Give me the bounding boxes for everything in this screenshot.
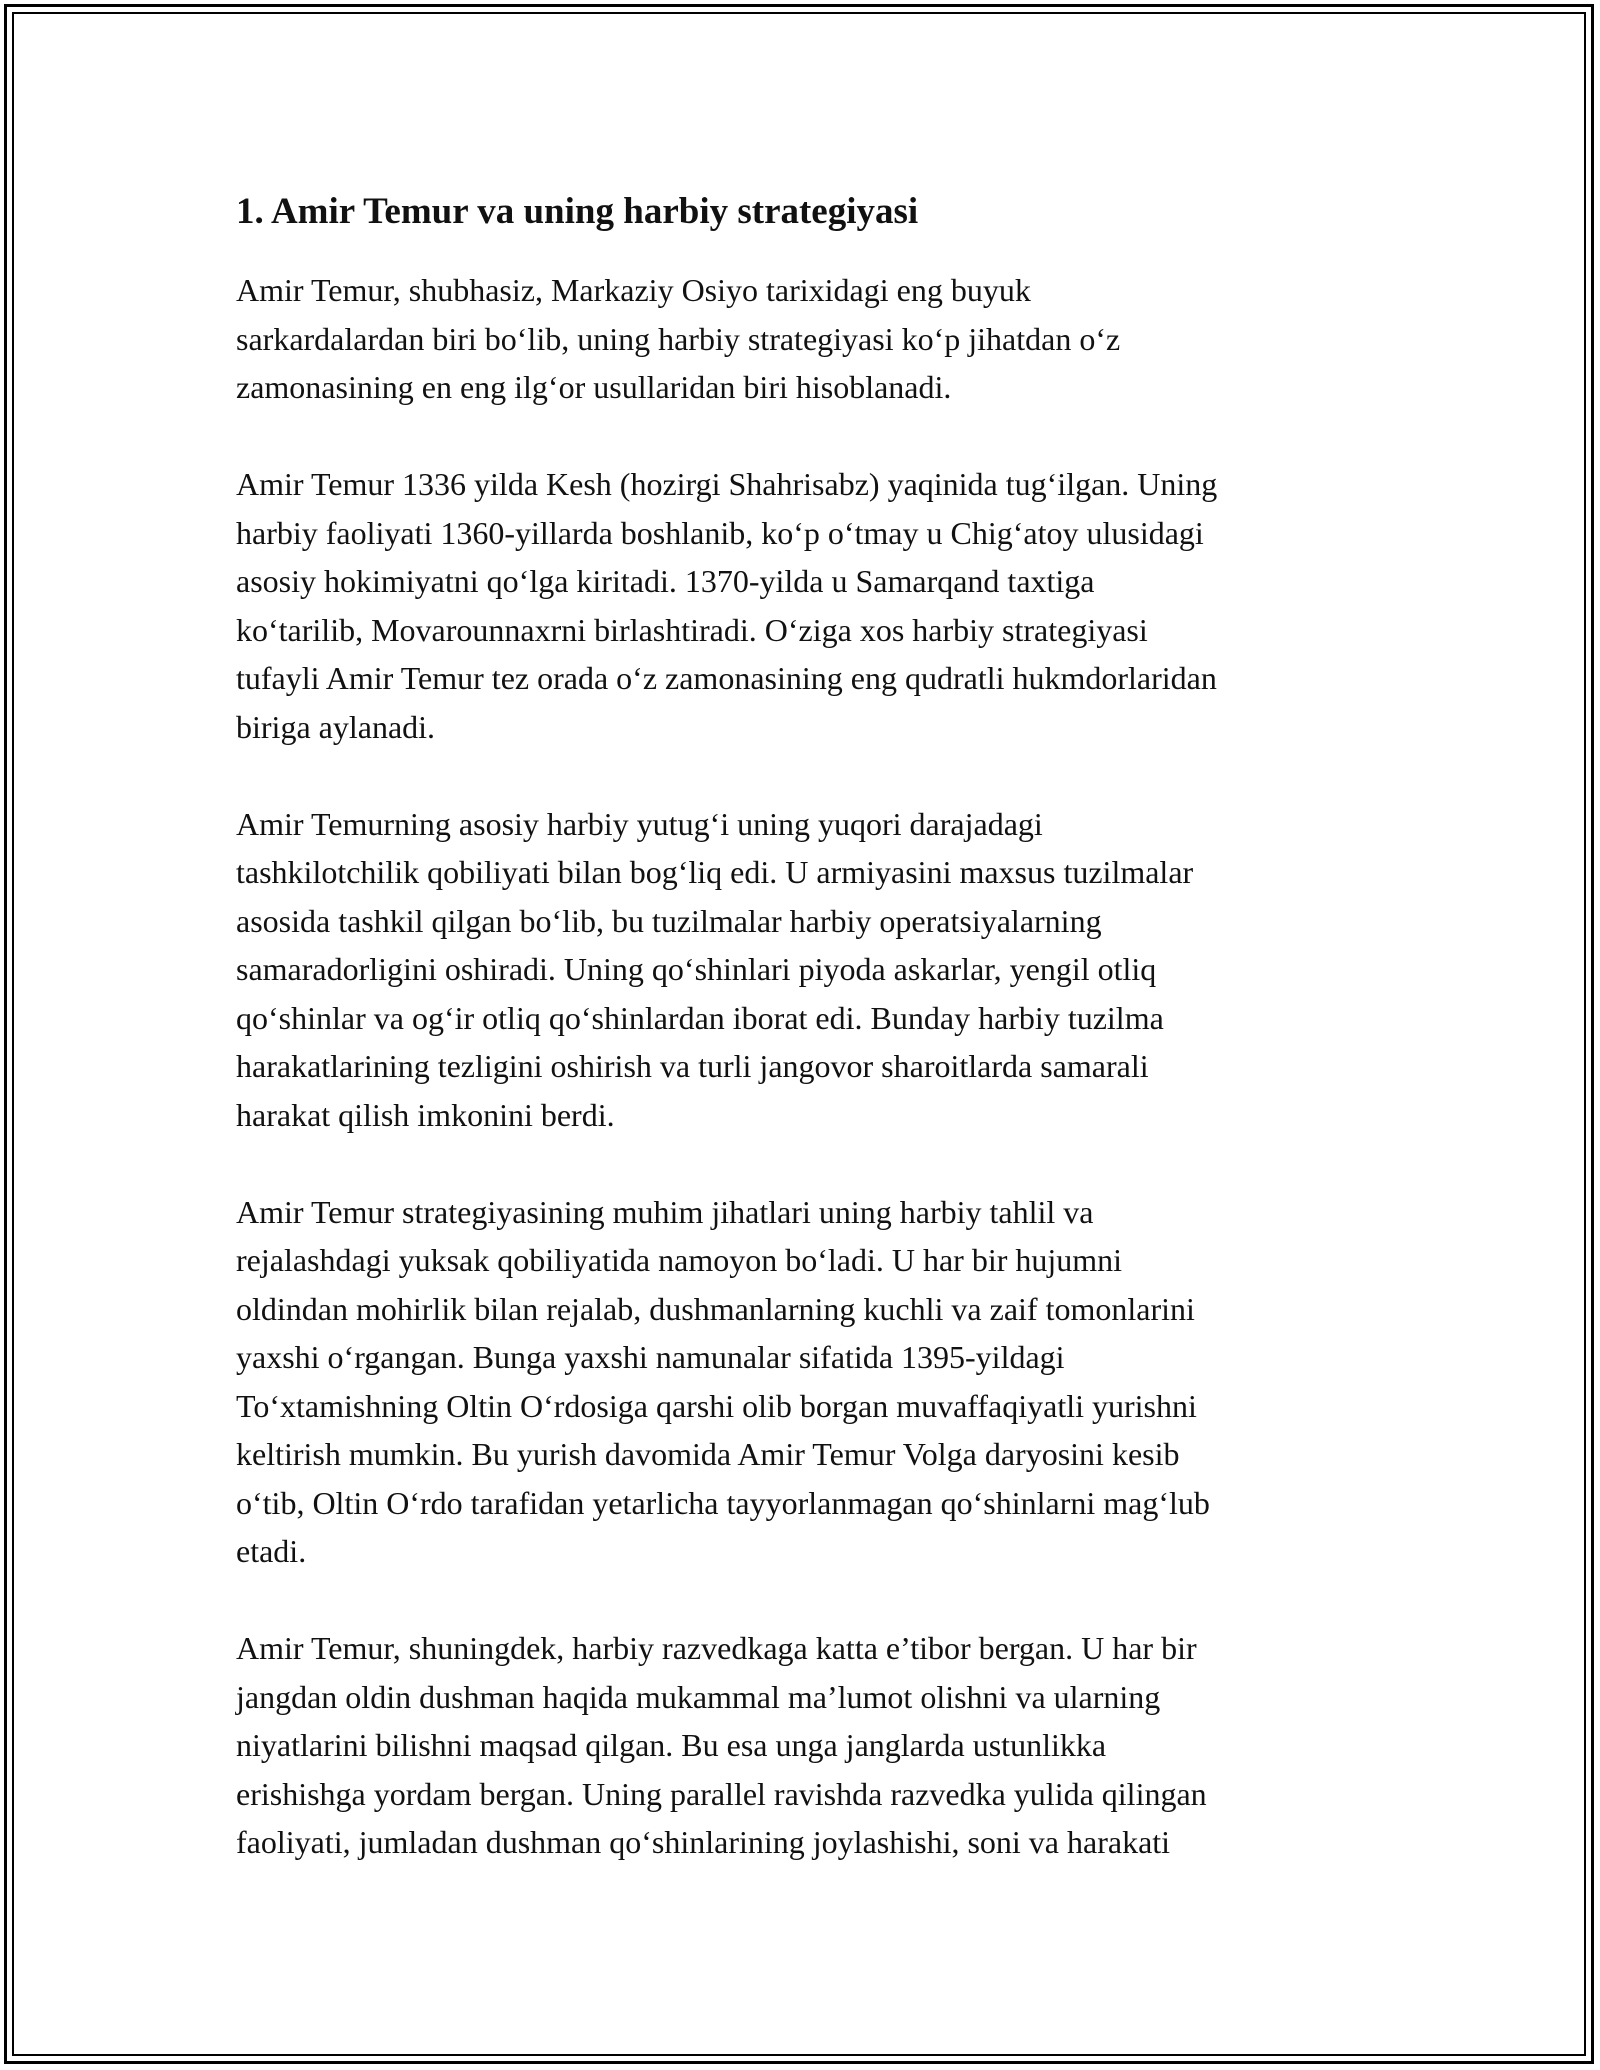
- section-heading: 1. Amir Temur va uning harbiy strategiyasi: [236, 191, 919, 232]
- text-line: asosiy hokimiyatni qo‘lga kiritadi. 1370-yilda u Samarqand taxtiga: [236, 563, 1095, 599]
- text-line: To‘xtamishning Oltin O‘rdosiga qarshi olib borgan muvaffaqiyatli yurishni: [236, 1387, 1197, 1424]
- text-line: Amir Temur, shubhasiz, Markaziy Osiyo tarixidagi eng buyuk: [236, 272, 1031, 308]
- text-line: Amir Temur, shuningdek, harbiy razvedkaga katta e’tibor bergan. U har bir: [236, 1630, 1197, 1666]
- text-line: zamonasining en eng ilg‘or usullaridan biri hisoblanadi.: [236, 369, 952, 405]
- paragraph-strategy: [236, 1188, 1376, 1576]
- text-line: niyatlarini bilishni maqsad qilgan. Bu esa unga janglarda ustunlikka: [236, 1727, 1107, 1763]
- paragraph-intro: [236, 266, 1376, 412]
- text-line: samaradorligini oshiradi. Uning qo‘shinlari piyoda askarlar, yengil otliq: [236, 951, 1157, 987]
- paragraph-biography: [236, 460, 1376, 751]
- text-line: qo‘shinlar va og‘ir otliq qo‘shinlardan iborat edi. Bunday harbiy tuzilma: [236, 999, 1164, 1036]
- text-line: harbiy faoliyati 1360-yillarda boshlanib, ko‘p o‘tmay u Chig‘atoy ulusidagi: [236, 514, 1204, 551]
- text-line: harakatlarining tezligini oshirish va turli jangovor sharoitlarda samarali: [236, 1048, 1149, 1084]
- document-body: [236, 188, 1376, 1915]
- paragraph-organization: [236, 800, 1376, 1140]
- paragraph-intelligence: [236, 1624, 1376, 1867]
- text-line: oldindan mohirlik bilan rejalab, dushmanlarning kuchli va zaif tomonlarini: [236, 1290, 1195, 1327]
- text-line: tufayli Amir Temur tez orada o‘z zamonasining eng qudratli hukmdorlaridan: [236, 660, 1217, 696]
- text-line: rejalashdagi yuksak qobiliyatida namoyon bo‘ladi. U har bir hujumni: [236, 1242, 1123, 1278]
- text-line: ko‘tarilib, Movarounnaxrni birlashtiradi. O‘ziga xos harbiy strategiyasi: [236, 611, 1148, 648]
- text-line: yaxshi o‘rgangan. Bunga yaxshi namunalar sifatida 1395-yildagi: [236, 1339, 1065, 1375]
- text-line: erishishga yordam bergan. Uning parallel ravishda razvedka yulida qilingan: [236, 1775, 1207, 1812]
- text-line: asosida tashkil qilgan bo‘lib, bu tuzilmalar harbiy operatsiyalarning: [236, 902, 1102, 939]
- text-line: harakat qilish imkonini berdi.: [236, 1096, 615, 1133]
- text-line: Amir Temurning asosiy harbiy yutug‘i uning yuqori darajadagi: [236, 805, 1043, 842]
- text-line: Amir Temur strategiyasining muhim jihatlari uning harbiy tahlil va: [236, 1193, 1094, 1230]
- text-line: tashkilotchilik qobiliyati bilan bog‘liq edi. U armiyasini maxsus tuzilmalar: [236, 854, 1194, 890]
- text-line: o‘tib, Oltin O‘rdo tarafidan yetarlicha tayyorlanmagan qo‘shinlarni mag‘lub: [236, 1484, 1210, 1521]
- text-line: keltirish mumkin. Bu yurish davomida Amir Temur Volga daryosini kesib: [236, 1436, 1180, 1472]
- text-line: Amir Temur 1336 yilda Kesh (hozirgi Shahrisabz) yaqinida tug‘ilgan. Uning: [236, 466, 1218, 502]
- text-line: faoliyati, jumladan dushman qo‘shinlarining joylashishi, soni va harakati: [236, 1824, 1171, 1860]
- text-line: jangdan oldin dushman haqida mukammal ma’lumot olishni va ularning: [236, 1678, 1161, 1715]
- text-line: biriga aylanadi.: [236, 708, 436, 745]
- text-line: etadi.: [236, 1533, 307, 1569]
- text-line: sarkardalardan biri bo‘lib, uning harbiy strategiyasi ko‘p jihatdan o‘z: [236, 320, 1121, 357]
